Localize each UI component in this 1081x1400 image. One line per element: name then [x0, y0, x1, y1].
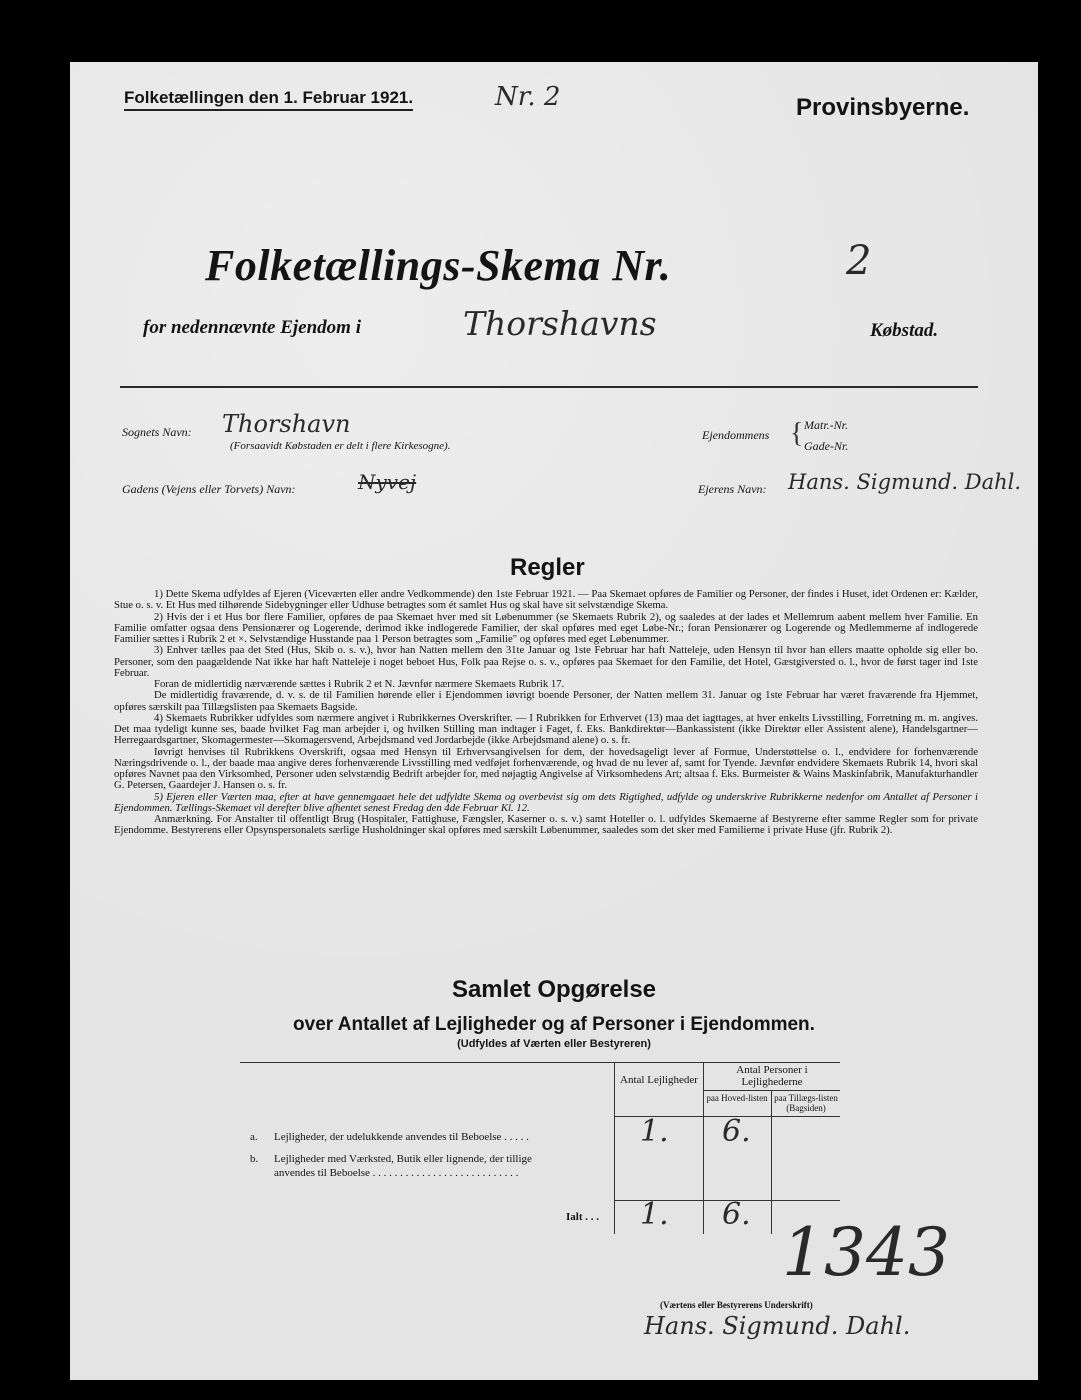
row-a-label: Lejligheder, der udelukkende anvendes til Beboelse . . . . . [274, 1131, 529, 1143]
region-heading: Provinsbyerne. [796, 94, 970, 121]
rule-note: Anmærkning. For Anstalter til offentligt Brug (Hospitaler, Fattighuse, Fængsler, Kaserner o. s. v.) samt Hoteller o. l. udfyldes Skemaerne af Bestyrerne efter samme Regler som for private Ejendomme. Bestyrerens eller Opsynspersonalets særlige Husholdninger skal opføres med særskilt Løbenummer, saaledes som det sker med Familierne i private Huse (jfr. Rubrik 2). [114, 813, 978, 837]
parish-label: Sognets Navn: [122, 425, 192, 439]
form-title: Folketællings-Skema Nr. [205, 241, 672, 290]
row-b-letter: b. [250, 1153, 259, 1165]
col-hoved-header: paa Hoved-listen [706, 1093, 768, 1103]
table-col-line [771, 1090, 772, 1234]
signature-value: Hans. Sigmund. Dahl. [644, 1312, 911, 1340]
rules-body [114, 589, 978, 837]
rule-1: 1) Dette Skema udfyldes af Ejeren (Viceværten eller andre Vedkommende) den 1ste Februar 1921. — Paa Skemaet opføres de Familier og Personer, der findes i Huset, idet Ordenen er: Kælder, Stue o. s. v. Et Hus med tilhørende Sidebygninger eller Udhuse betragtes som ét samlet Hus og skal have sit selvstændige Skema. [114, 588, 978, 612]
census-form [70, 62, 1038, 1380]
row-a-hoved: 6. [722, 1114, 751, 1149]
col-tillaeg-header: paa Tillægs-listen (Bagsiden) [774, 1093, 838, 1113]
col-personer-header: Antal Personer i Lejlighederne [736, 1064, 808, 1088]
gade-nr-label: Gade-Nr. [804, 439, 849, 453]
property-label: for nedennævnte Ejendom i [143, 317, 361, 338]
handwritten-town: Thorshavns [463, 304, 657, 343]
summary-table [240, 1062, 840, 1234]
row-b-label-1: Lejligheder med Værksted, Butik eller lignende, der tillige [274, 1153, 532, 1165]
property-numbers-label: Ejendommens [702, 428, 770, 442]
rule-2: 2) Hvis der i et Hus bor flere Familier, opføres de paa Skemaet hver med sit Løbenummer (se Skemaets Rubrik 2), og saaledes at der lades et Mellemrum aabent mellem hver Familie. En Familie omfatter ogsaa dens Pensionærer og Logerende, derimod ikke indlogerede Familier, der skal opføres med eget Løbe-Nr.; foran Pensionærer og Logerende og Medlemmerne af indlogerede Familier sættes i Rubrik 2 et ×. Selvstændige Husstande paa 1 Person betragtes som „Familie" og opføres med eget Løbenummer. [114, 610, 978, 645]
street-value: Nyvej [358, 470, 417, 494]
owner-label: Ejerens Navn: [698, 482, 767, 496]
rule-3c: De midlertidig fraværende, d. v. s. de til Familien hørende eller i Ejendommen iøvrigt boende Personer, der Natten mellem 31. Januar og 1ste Februar har været fraværende fra Hjemmet, opføres særskilt paa Tillægslisten paa Skemaets Bagside. [114, 689, 978, 713]
summary-title: Samlet Opgørelse [451, 976, 657, 1003]
divider-rule [120, 386, 978, 388]
parish-value: Thorshavn [222, 410, 351, 438]
handwritten-archive-number: 1343 [782, 1214, 950, 1291]
rule-4: 4) Skemaets Rubrikker udfyldes som nærmere angivet i Rubrikkernes Overskrifter. — I Rubrikken for Erhvervet (13) maa det iagttages, at hver enkelts Livsstilling, Forretning m. m. angives. Det maa tydeligt kunne ses, baade hvilket Fag man arbejder i, og hvilken Stilling man indtager i Faget, f. Eks. Bankdirektør—Bankassistent (ikke Direktør eller Assistent alene), Handelsgartner—Herregaardsgartner, Skomagermester—Skomagersvend, Arbejdsmand ved Jordarbejde (ikke Arbejdsmand alene) o. s. fr. [114, 711, 978, 747]
handwritten-form-number: Nr. 2 [495, 82, 561, 112]
table-col-line [614, 1062, 615, 1234]
street-label: Gadens (Vejens eller Torvets) Navn: [122, 482, 296, 496]
census-date-heading: Folketællingen den 1. Februar 1921. [124, 88, 413, 111]
matr-label: Matr.-Nr. [804, 418, 849, 432]
total-hoved: 6. [722, 1197, 751, 1232]
table-sub-line [703, 1090, 840, 1091]
col-antal-header: Antal Lejligheder [620, 1074, 698, 1086]
summary-note: (Udfyldes af Værten eller Bestyreren) [457, 1038, 651, 1050]
row-b-label-2: anvendes til Beboelse . . . . . . . . . . . . . . . . . . . . . . . . . . . [274, 1167, 519, 1179]
rule-4b: Iøvrigt henvises til Rubrikkens Overskrift, ogsaa med Hensyn til Erhvervsangivelsen for dem, der hovedsageligt lever af Formue, Understøttelse o. l., endvidere for forhenværende Næringsdrivende o. l., der baade maa angive deres forhenværende Livsstilling med vedføjet forhenværende, og hvad de nu lever af, samt for Tyende. Jævnfør endvidere Skemaets Rubrik 14, hvori skal opføres Navnet paa den Virksomhed, Personer uden selvstændig Bedrift arbejder for, med nøjagtig Angivelse af Virksomhedens Art; altsaa f. Eks. Burmeister & Wains Maskinfabrik, Manufakturhandler G. Petersen, Gaardejer J. Hansen o. s. fr. [114, 745, 978, 792]
row-a-antal: 1. [640, 1114, 669, 1149]
total-antal: 1. [640, 1197, 669, 1232]
rule-3: 3) Enhver tælles paa det Sted (Hus, Skib o. s. v.), hvor han Natten mellem den 31te Januar og 1ste Februar har haft Natteleje, uden Hensyn til hvor han ellers maatte opholde sig eller bo. Personer, som den paagældende Nat ikke har haft Natteleje i noget beboet Hus, Folk paa Rejse o. s. v., opføres paa Skemaet for den Familie, det Hotel, Gæstgiversted o. l., hvor de først tager ind 1ste Februar. [114, 644, 978, 679]
table-col-line [703, 1062, 704, 1234]
rule-5: 5) Ejeren eller Værten maa, efter at have gennemgaaet hele det udfyldte Skema og overbevist sig om dets Rigtighed, udfylde og underskrive Rubrikkerne nedenfor om Antallet af Personer i Ejendommen. Tællings-Skemaet vil derefter blive afhentet senest Fredag den 4de Februar Kl. 12. [114, 790, 978, 814]
owner-value: Hans. Sigmund. Dahl. [788, 470, 1022, 494]
handwritten-schema-number: 2 [846, 238, 872, 284]
signature-label: (Værtens eller Bestyrerens Underskrift) [660, 1300, 813, 1310]
row-a-letter: a. [250, 1131, 258, 1143]
table-top-line [240, 1062, 840, 1063]
parish-note: (Forsaavidt Købstaden er delt i flere Kirkesogne). [230, 440, 451, 452]
total-label: Ialt . . . [566, 1211, 599, 1223]
rules-heading: Regler [510, 554, 585, 581]
rule-3b: Foran de midlertidig nærværende sættes i Rubrik 2 et N. Jævnfør nærmere Skemaets Rubrik 17. [154, 678, 565, 690]
brace-glyph: { [790, 418, 804, 449]
kobstad-label: Købstad. [870, 320, 939, 341]
summary-subtitle: over Antallet af Lejligheder og af Personer i Ejendommen. [293, 1014, 815, 1035]
